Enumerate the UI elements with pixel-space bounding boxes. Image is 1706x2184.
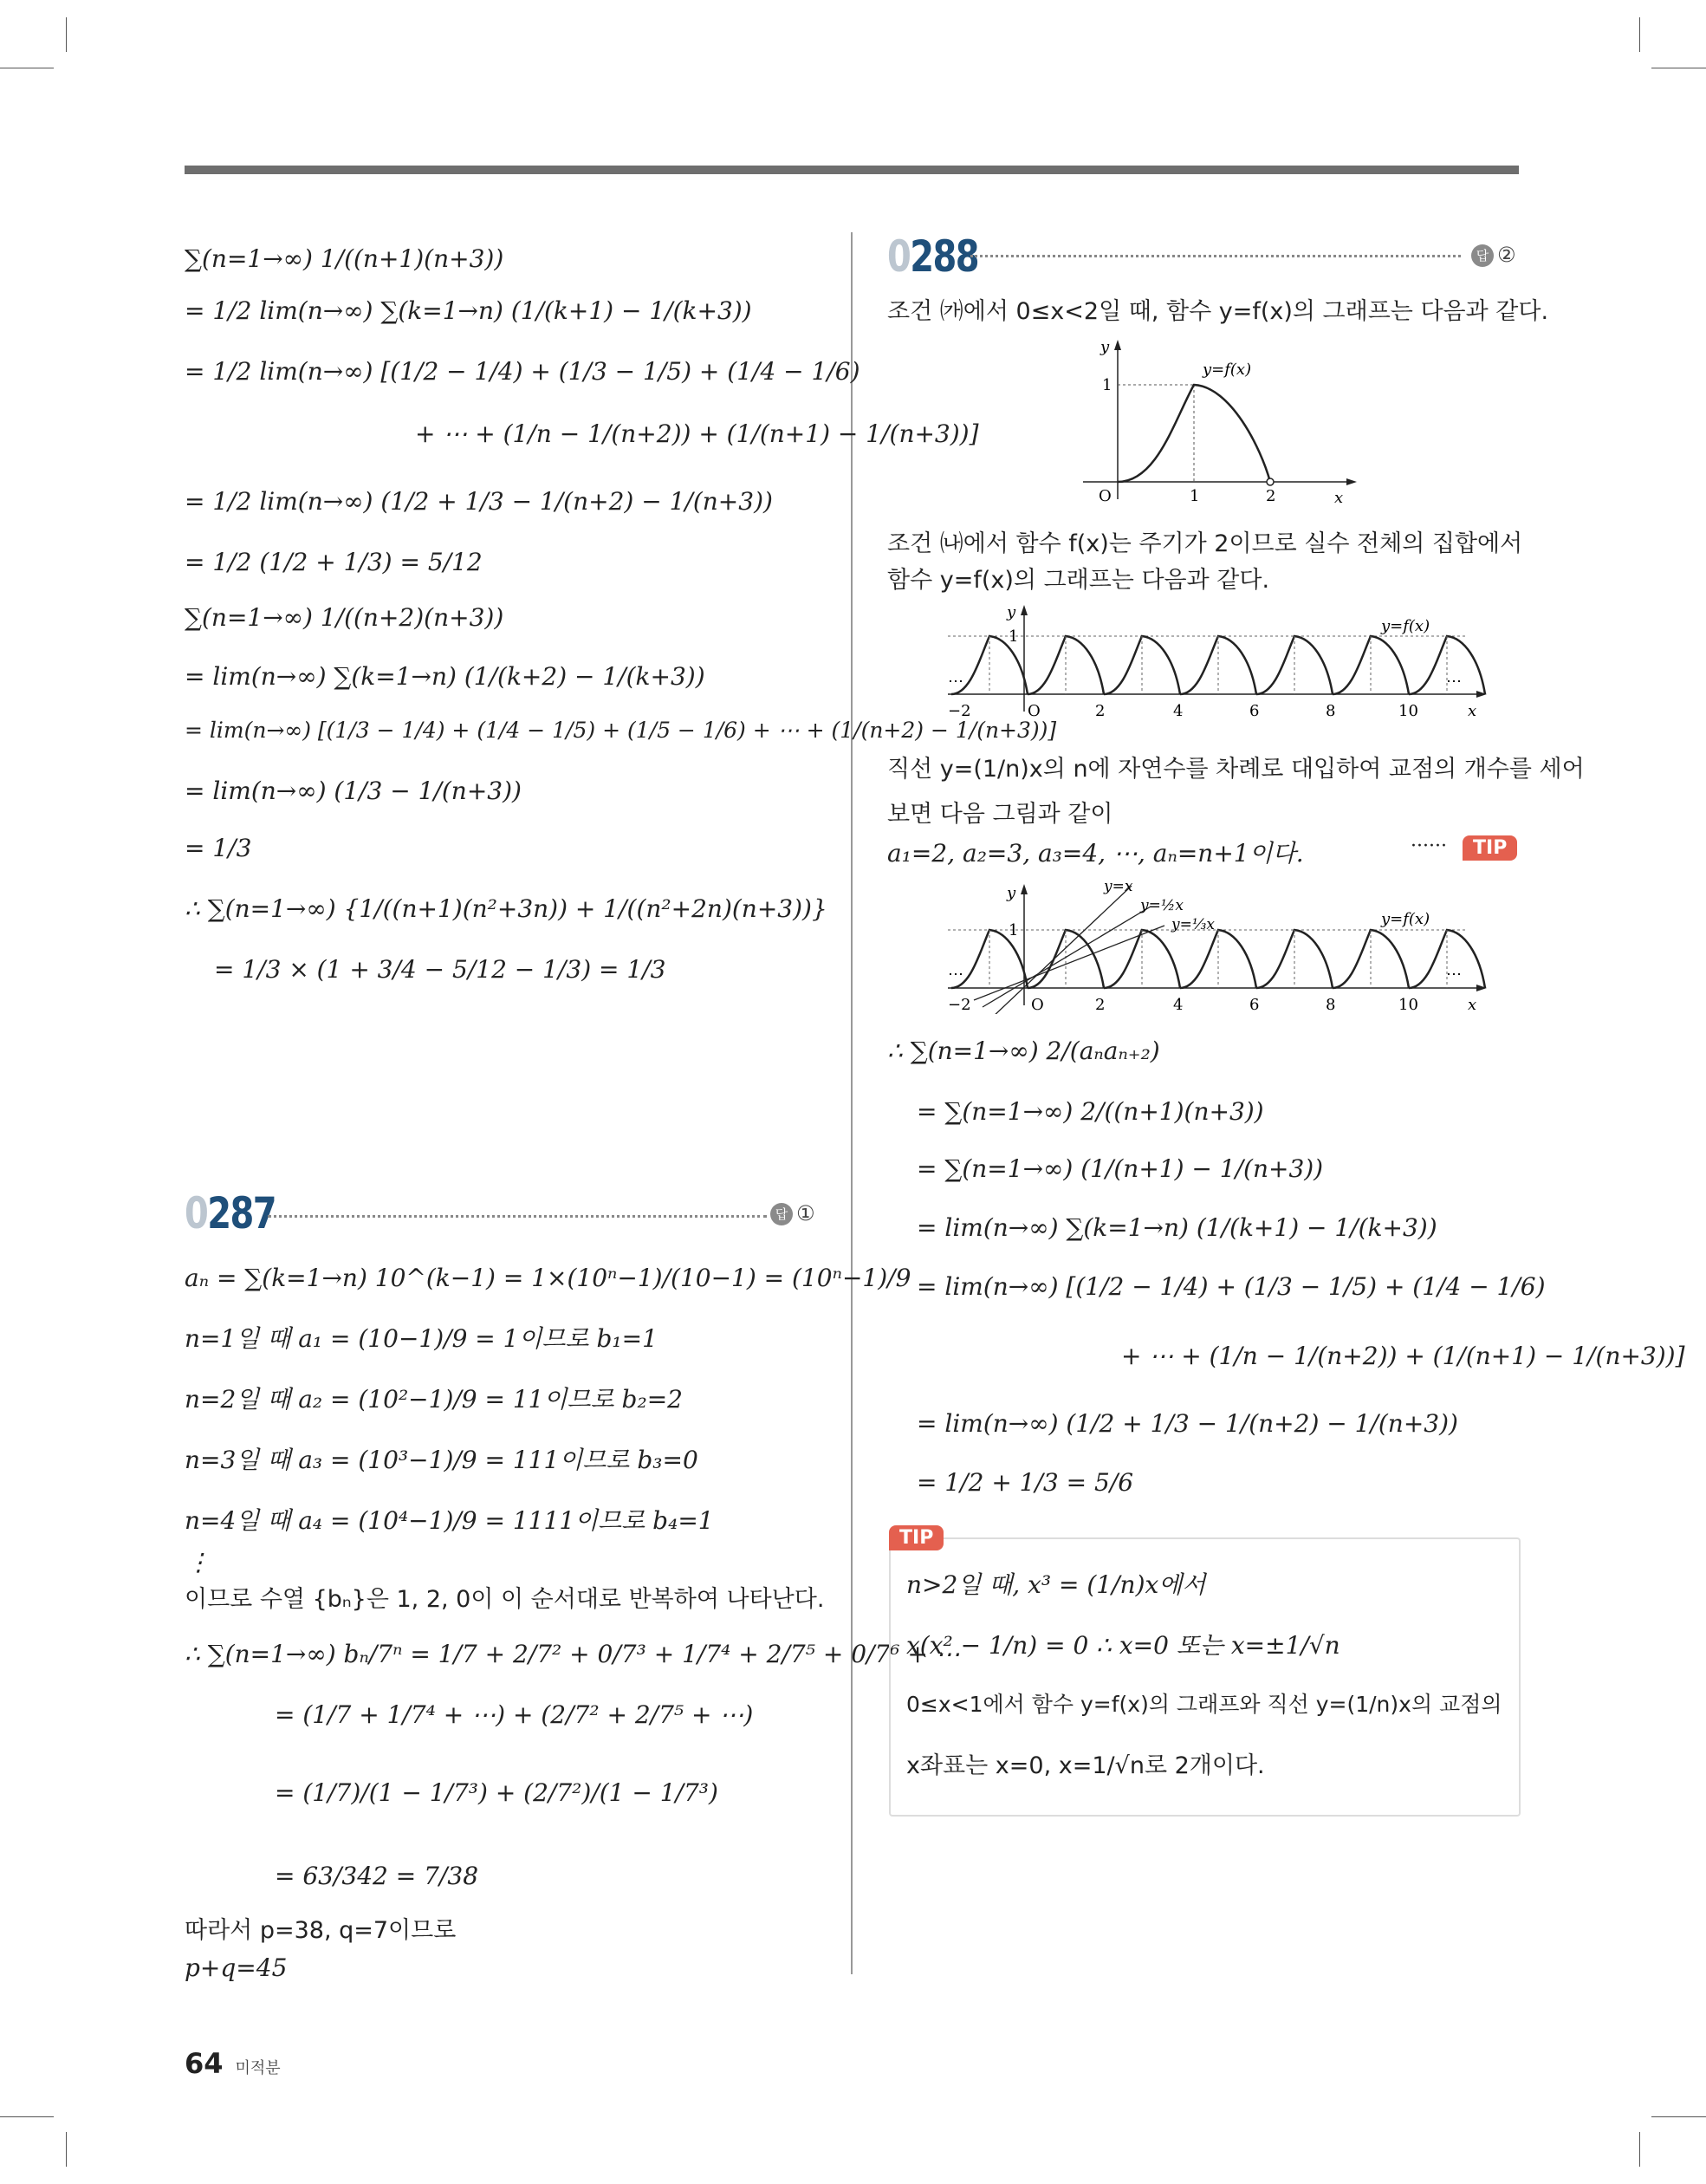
tick-label: 6 — [1249, 702, 1260, 720]
tip-box — [889, 1537, 1521, 1817]
crop-mark — [66, 2132, 67, 2167]
column-divider — [851, 232, 853, 1974]
math-line: aₙ = ∑(k=1→n) 10^(k−1) = 1×(10ⁿ−1)/(10−1) = (10ⁿ−1)/9 — [185, 1264, 911, 1292]
tick-label: 1 — [1009, 627, 1019, 646]
page-number: 64 — [185, 2047, 224, 2080]
text-line: 조건 ㈏에서 함수 f(x)는 주기가 2이므로 실수 전체의 집합에서 — [887, 530, 1523, 557]
axis-label-x: x — [1468, 702, 1477, 720]
math-line: = lim(n→∞) [(1/3 − 1/4) + (1/4 − 1/5) + (1/5 − 1/6) + ⋯ + (1/(n+2) − 1/(n+3))] — [185, 718, 1057, 743]
crop-mark — [1651, 2116, 1706, 2117]
tip-line: 0≤x<1에서 함수 y=f(x)의 그래프와 직선 y=(1/n)x의 교점의 — [906, 1692, 1502, 1717]
math-line: + ⋯ + (1/n − 1/(n+2)) + (1/(n+1) − 1/(n+3))] — [415, 419, 979, 448]
tick-label: 8 — [1326, 996, 1336, 1014]
text-line: 따라서 p=38, q=7이므로 — [185, 1917, 457, 1944]
math-line: = (1/7)/(1 − 1/7³) + (2/7²)/(1 − 1/7³) — [275, 1778, 718, 1807]
tip-badge: TIP — [1463, 835, 1517, 861]
math-line: ∑(n=1→∞) 1/((n+2)(n+3)) — [185, 603, 504, 632]
ellipsis: ⋯ — [948, 673, 963, 691]
graph-intersections — [948, 875, 1494, 1014]
tick-label: 2 — [1266, 487, 1276, 505]
math-line: = lim(n→∞) ∑(k=1→n) (1/(k+2) − 1/(k+3)) — [185, 662, 705, 691]
ellipsis: ⋯ — [1446, 965, 1462, 984]
math-line: n=4일 때 a₄ = (10⁴−1)/9 = 1111이므로 b₄=1 — [185, 1506, 714, 1535]
problem-header-0287 — [185, 1187, 826, 1239]
axis-label-x: x — [1334, 489, 1344, 507]
tick-label: −2 — [948, 702, 971, 720]
crop-mark — [1639, 17, 1640, 52]
math-line: = 1/2 lim(n→∞) [(1/2 − 1/4) + (1/3 − 1/5) + (1/4 − 1/6) — [185, 357, 860, 386]
tick-label: 8 — [1326, 702, 1336, 720]
math-line: ⋮ — [186, 1548, 211, 1576]
tip-line: x(x² − 1/n) = 0 ∴ x=0 또는 x=±1/√n — [906, 1631, 1340, 1660]
tip-line: x좌표는 x=0, x=1/√n로 2개이다. — [906, 1752, 1265, 1779]
tick-label: 4 — [1173, 702, 1184, 720]
math-line: = lim(n→∞) ∑(k=1→n) (1/(k+1) − 1/(k+3)) — [917, 1213, 1437, 1242]
origin-label: O — [1099, 487, 1112, 505]
axis-label-x: x — [1468, 996, 1477, 1014]
tick-label: 1 — [1190, 487, 1200, 505]
text-line: 함수 y=f(x)의 그래프는 다음과 같다. — [887, 567, 1270, 594]
graph-one-period — [1074, 335, 1360, 508]
math-line: = 63/342 = 7/38 — [275, 1862, 479, 1890]
tick-label: 2 — [1095, 702, 1106, 720]
curve-label: y=f(x) — [1381, 910, 1430, 928]
tick-label: 6 — [1249, 996, 1260, 1014]
ellipsis: ⋯ — [948, 965, 963, 984]
answer-badge: 답 ② — [1471, 243, 1516, 267]
math-line: = 1/2 lim(n→∞) (1/2 + 1/3 − 1/(n+2) − 1/(n+3)) — [185, 487, 773, 516]
math-line: = (1/7 + 1/7⁴ + ⋯) + (2/7² + 2/7⁵ + ⋯) — [275, 1700, 754, 1729]
math-line: n=3일 때 a₃ = (10³−1)/9 = 111이므로 b₃=0 — [185, 1446, 698, 1474]
book-title: 미적분 — [235, 2059, 281, 2077]
math-line: ∴ ∑(n=1→∞) bₙ/7ⁿ = 1/7 + 2/7² + 0/7³ + 1/7⁴ + 2/7⁵ + 0/7⁶ + ⋯ — [185, 1640, 960, 1668]
tip-reference: ······ — [1411, 835, 1447, 857]
axis-label-y: y — [1100, 338, 1110, 356]
curve-label: y=f(x) — [1381, 617, 1430, 635]
math-line: ∑(n=1→∞) 1/((n+1)(n+3)) — [185, 244, 504, 273]
axis-label-y: y — [1007, 603, 1016, 621]
math-line: ∴ ∑(n=1→∞) {1/((n+1)(n²+3n)) + 1/((n²+2n)(n+3))} — [185, 894, 827, 923]
tip-line: n>2일 때, x³ = (1/n)x에서 — [906, 1570, 1206, 1599]
problem-number: 0287 — [185, 1188, 276, 1238]
page-footer — [185, 2047, 281, 2080]
tip-box-badge: TIP — [889, 1525, 944, 1550]
crop-mark — [66, 17, 67, 52]
ellipsis: ⋯ — [1446, 673, 1462, 691]
header-dots — [268, 1215, 767, 1218]
curve-label: y=f(x) — [1203, 361, 1252, 379]
math-line: = 1/3 — [185, 834, 252, 862]
tick-label: 2 — [1095, 996, 1106, 1014]
origin-label: O — [1028, 702, 1041, 720]
math-line: + ⋯ + (1/n − 1/(n+2)) + (1/(n+1) − 1/(n+3))] — [1121, 1342, 1685, 1370]
math-line: = 1/3 × (1 + 3/4 − 5/12 − 1/3) = 1/3 — [214, 955, 666, 984]
line-label: y=⅓x — [1171, 916, 1215, 933]
crop-mark — [0, 2116, 54, 2117]
text-line: 보면 다음 그림과 같이 — [887, 801, 1113, 828]
tick-label: 1 — [1102, 376, 1112, 394]
tick-label: 4 — [1173, 996, 1184, 1014]
math-line: = ∑(n=1→∞) 2/((n+1)(n+3)) — [917, 1097, 1264, 1126]
math-line: n=2일 때 a₂ = (10²−1)/9 = 11이므로 b₂=2 — [185, 1385, 683, 1414]
math-line: n=1일 때 a₁ = (10−1)/9 = 1이므로 b₁=1 — [185, 1324, 658, 1353]
math-line: = lim(n→∞) (1/2 + 1/3 − 1/(n+2) − 1/(n+3)) — [917, 1409, 1458, 1438]
math-line: p+q=45 — [185, 1953, 288, 1982]
axis-label-y: y — [1007, 884, 1016, 902]
math-line: = lim(n→∞) [(1/2 − 1/4) + (1/3 − 1/5) + (1/4 − 1/6) — [917, 1272, 1546, 1301]
graph-periodic — [948, 603, 1494, 725]
tick-label: 10 — [1398, 996, 1418, 1014]
text-line: 이므로 수열 {bₙ}은 1, 2, 0이 이 순서대로 반복하여 나타난다. — [185, 1586, 825, 1613]
problem-number: 0288 — [887, 231, 978, 282]
text-line: 직선 y=(1/n)x의 n에 자연수를 차례로 대입하여 교점의 개수를 세어 — [887, 756, 1585, 783]
text-line: 조건 ㈎에서 0≤x<2일 때, 함수 y=f(x)의 그래프는 다음과 같다. — [887, 298, 1549, 325]
tick-label: 10 — [1398, 702, 1418, 720]
tick-label: 1 — [1009, 921, 1019, 939]
header-rule — [185, 166, 1519, 174]
header-dots — [970, 255, 1461, 257]
crop-mark — [1639, 2132, 1640, 2167]
tick-label: −2 — [948, 996, 971, 1014]
math-line: a₁=2, a₂=3, a₃=4, ⋯, aₙ=n+1이다. — [887, 839, 1304, 868]
math-line: = ∑(n=1→∞) (1/(n+1) − 1/(n+3)) — [917, 1154, 1324, 1183]
math-line: = 1/2 + 1/3 = 5/6 — [917, 1468, 1134, 1497]
line-label: y=x — [1104, 878, 1133, 895]
math-line: ∴ ∑(n=1→∞) 2/(aₙaₙ₊₂) — [887, 1037, 1160, 1065]
math-line: = 1/2 (1/2 + 1/3) = 5/12 — [185, 548, 483, 576]
line-label: y=½x — [1140, 897, 1184, 914]
origin-label: O — [1031, 996, 1044, 1014]
math-line: = 1/2 lim(n→∞) ∑(k=1→n) (1/(k+1) − 1/(k+3)) — [185, 296, 752, 325]
answer-badge: 답 ① — [770, 1201, 815, 1225]
math-line: = lim(n→∞) (1/3 − 1/(n+3)) — [185, 777, 522, 805]
